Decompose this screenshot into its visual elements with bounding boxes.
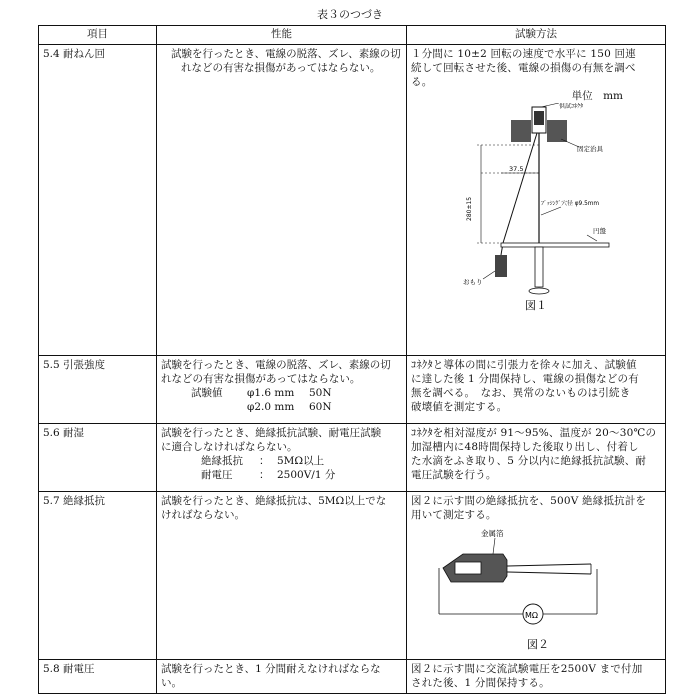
shaft (535, 247, 543, 287)
value-spec: φ2.0 mm (247, 401, 295, 413)
test-value-line (161, 400, 402, 414)
label-hole: ﾌﾞｯｼﾝｸﾞ穴径 φ9.5mm (541, 201, 600, 207)
spec-table (38, 25, 666, 694)
figure-1-diagram (411, 103, 661, 313)
label-weight: おもり (463, 278, 483, 286)
table-row (39, 424, 666, 492)
label-dim-vertical: 280±15 (466, 196, 473, 221)
label-connector: 供試ｺﾈｸﾀ (559, 103, 584, 110)
method-line: された後、1 分間保持する。 (411, 677, 550, 689)
label-fixture: 固定治具 (577, 145, 603, 153)
row-item: 5.5 引張強度 (39, 356, 157, 424)
performance-line: 試験を行ったとき、絶縁抵抗試験、耐電圧試験 (161, 427, 382, 439)
connector-core (534, 111, 544, 125)
method-line: 無を調べる。 なお、異常のないものは引続き (411, 387, 631, 399)
performance-line: 試験を行ったとき、電線の脱落、ズレ、素線の切 (161, 359, 391, 371)
weight (495, 255, 507, 277)
row-method (407, 660, 666, 694)
row-method (407, 45, 666, 356)
row-performance (157, 492, 407, 660)
performance-line: い。 (161, 677, 182, 689)
method-line: 加湿槽内に48時間保持した後取り出し、付着し (411, 441, 639, 453)
fixture-right-block (547, 120, 567, 142)
row-method (407, 492, 666, 660)
rotation-arrow-icon (529, 288, 549, 294)
header-method: 試験方法 (407, 26, 666, 45)
performance-line: 試験を行ったとき、絶縁抵抗は、5MΩ以上でな (161, 495, 387, 507)
header-row (39, 26, 666, 45)
method-line: た水滴をふき取り、5 分以内に絶縁抵抗試験、耐 (411, 455, 647, 467)
method-line: る。 (411, 76, 433, 88)
method-line: ｺﾈｸﾀと導体の間に引張力を徐々に加え、試験値 (411, 359, 637, 371)
value-number: 5MΩ以上 (277, 455, 325, 467)
header-performance: 性能 (157, 26, 407, 45)
header-item: 項目 (39, 26, 157, 45)
test-value-line (161, 468, 402, 482)
method-line: 破壊値を測定する。 (411, 401, 508, 413)
cable-top (507, 564, 591, 566)
label-meter: MΩ (525, 611, 539, 620)
method-line: に達した後 1 分間保持し、電線の損傷などの有 (411, 373, 639, 385)
performance-line: れなどの有害な損傷があってはならない。 (181, 62, 381, 74)
value-number: 2500V/1 分 (277, 469, 336, 481)
figure-2-diagram (411, 524, 661, 652)
performance-line: ければならない。 (161, 509, 245, 521)
row-performance (157, 424, 407, 492)
row-item: 5.4 耐ねん回 (39, 45, 157, 356)
row-performance (157, 356, 407, 424)
fixture-left-block (511, 120, 531, 142)
performance-line: に適合しなければならない。 (161, 441, 298, 453)
label-foil: 金属箔 (481, 529, 504, 538)
value-label: 試験値 (191, 387, 223, 399)
label-dim-horizontal: 37.5 (509, 165, 524, 173)
disk (501, 243, 609, 247)
method-line: 電圧試験を行う。 (411, 469, 497, 481)
figure-caption: 図２ (527, 638, 549, 651)
method-line: １分間に 10±2 回転の速度で水平に 150 回連 (411, 48, 636, 60)
table-row (39, 492, 666, 660)
row-method (407, 424, 666, 492)
value-label: 耐電圧 (201, 469, 233, 481)
performance-line: 試験を行ったとき、1 分間耐えなければならな (161, 663, 381, 675)
test-value-line (161, 386, 402, 400)
table-row (39, 356, 666, 424)
row-performance (157, 45, 407, 356)
row-item: 5.7 絶縁抵抗 (39, 492, 157, 660)
performance-line: れなどの有害な損傷があってはならない。 (161, 373, 361, 385)
table-caption: 表３のつづき (317, 8, 383, 21)
value-spec: φ1.6 mm (247, 387, 295, 399)
label-disk: 円盤 (593, 227, 606, 235)
value-sep: ： (259, 455, 270, 467)
table-row (39, 660, 666, 694)
table-row (39, 45, 666, 356)
row-performance (157, 660, 407, 694)
cable-bottom (507, 572, 591, 574)
value-number: 50N (309, 387, 332, 399)
row-item: 5.6 耐湿 (39, 424, 157, 492)
row-method (407, 356, 666, 424)
value-number: 60N (309, 401, 332, 413)
performance-line: 試験を行ったとき、電線の脱落、ズレ、素線の切 (171, 48, 401, 60)
method-line: ｺﾈｸﾀを相対湿度が 91～95%、温度が 20～30℃の (411, 427, 657, 439)
value-sep: ： (259, 469, 270, 481)
method-line: 図２に示す間に交流試験電圧を2500V まで付加 (411, 663, 643, 675)
figure-caption: 図１ (525, 299, 547, 312)
unit-label: 単位 mm (571, 90, 623, 102)
method-line: 用いて測定する。 (411, 509, 497, 521)
wire-swung (503, 133, 537, 243)
method-line: 図２に示す間の絶縁抵抗を、500V 絶縁抵抗計を (411, 495, 647, 507)
row-item: 5.8 耐電圧 (39, 660, 157, 694)
method-line: 続して回転させた後、電線の損傷の有無を調べ (411, 62, 636, 74)
test-value-line (161, 454, 402, 468)
value-label: 絶縁抵抗 (201, 455, 243, 467)
